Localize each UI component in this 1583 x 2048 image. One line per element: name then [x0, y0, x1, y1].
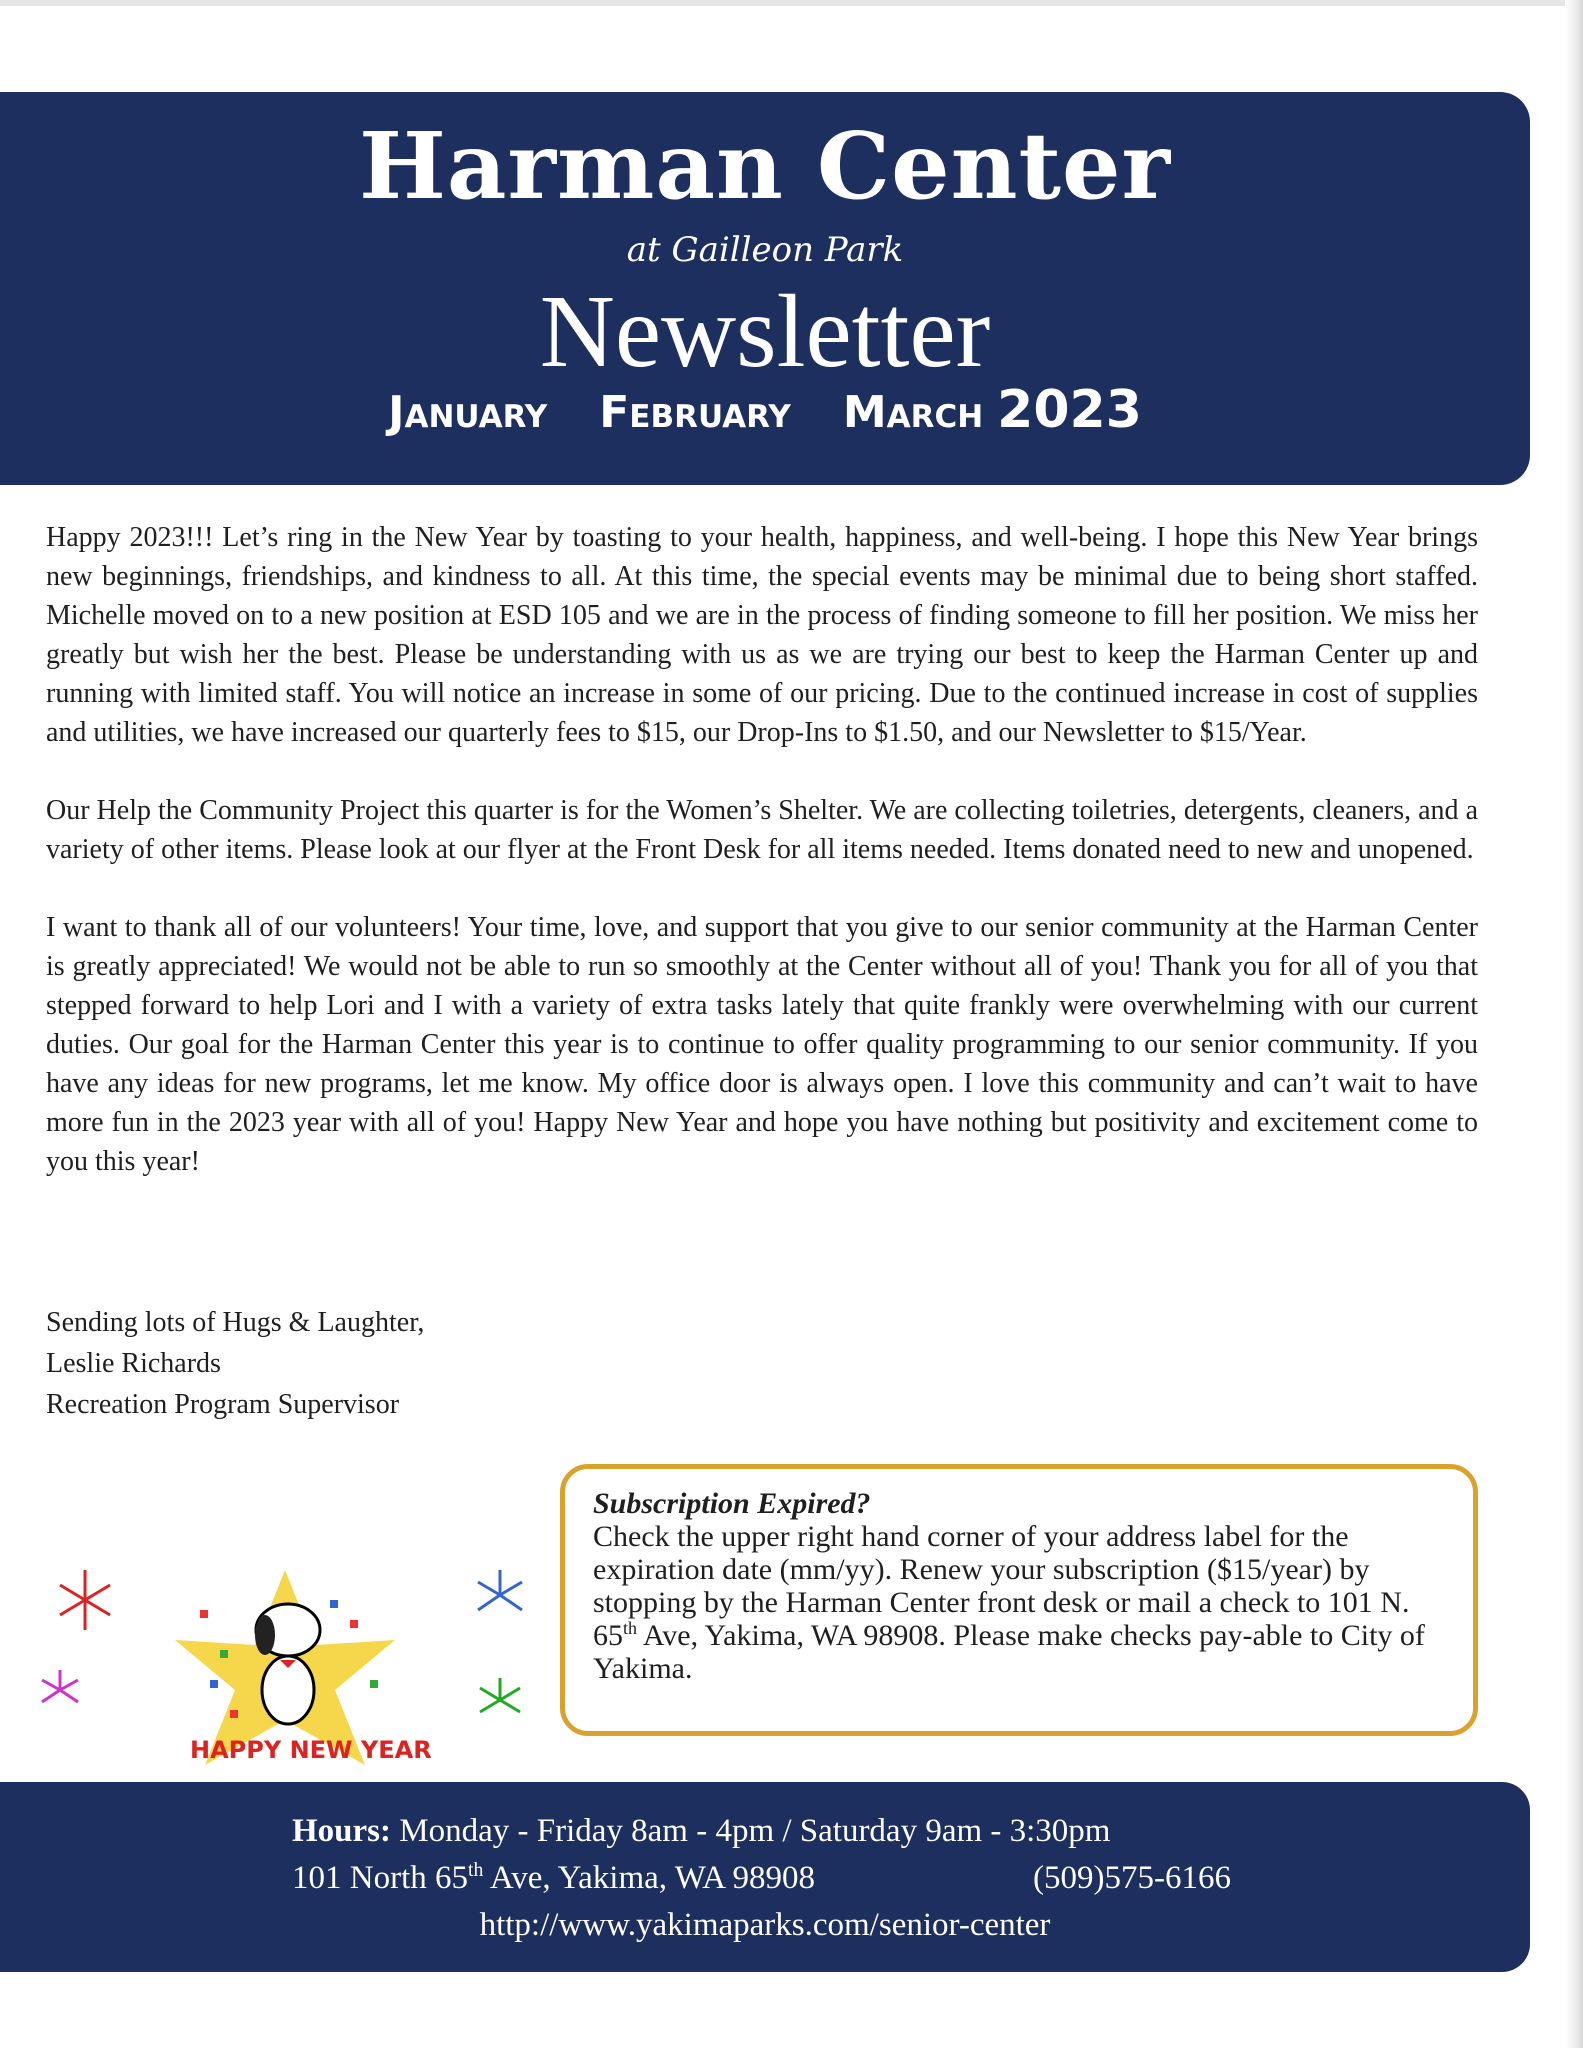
letter-body — [46, 518, 1478, 1220]
letter-paragraph-3: I want to thank all of our volunteers! Your time, love, and support that you give to our senior community at the Harman Center is greatly appreciated! We would not be able to run so smoothly at the Center without all of you! Thank you for all of you that stepped forward to help Lori and I with a variety of extra tasks lately that quite frankly were overwhelming with our current duties. Our goal for the Harman Center this year is to continue to offer quality programming to our senior community. If you have any ideas for new programs, let me know. My office door is always open. I love this community and can’t wait to have more fun in the 2023 year with all of you! Happy New Year and hope you have nothing but positivity and excitement come to you this year! — [46, 912, 1478, 1177]
subscription-text-b: Ave, Yakima, WA 98908. Please make checks pay-able to City of Yakima. — [593, 1619, 1425, 1685]
footer-banner — [0, 1782, 1530, 1972]
issue-months — [0, 380, 1530, 440]
center-title: Harman Center — [358, 112, 1172, 220]
scan-top-edge — [0, 0, 1583, 6]
letter-paragraph-2: Our Help the Community Project this quarter is for the Women’s Shelter. We are collecting toiletries, detergents, cleaners, and a variety of other items. Please look at our flyer at the Front Desk for all items needed. Items donated need to new and unopened. — [46, 795, 1478, 865]
phone-number: (509)575-6166 — [1033, 1860, 1231, 1896]
subscription-sup: th — [623, 1618, 638, 1638]
hours-value: Monday - Friday 8am - 4pm / Saturday 9am - 3:30pm — [391, 1813, 1111, 1849]
address-line — [292, 1855, 815, 1902]
center-subtitle: at Gailleon Park — [626, 230, 904, 270]
scan-right-edge — [1565, 0, 1583, 2048]
fireworks-snoopy-icon — [30, 1560, 540, 1790]
website-link[interactable]: http://www.yakimaparks.com/senior-center — [479, 1907, 1051, 1943]
address-a: 101 North 65 — [292, 1860, 468, 1896]
address-b: Ave, Yakima, WA 98908 — [483, 1860, 815, 1896]
month-february: February — [599, 387, 791, 438]
closing: Sending lots of Hugs & Laughter, — [46, 1307, 425, 1338]
month-january: January — [388, 387, 548, 438]
letter-paragraph-1: Happy 2023!!! Let’s ring in the New Year by toasting to your health, happiness, and well-being. I hope this New Year brings new beginnings, friendships, and kindness to all. At this time, the special events may be minimal due to being short staffed. Michelle moved on to a new position at ESD 105 and we are in the process of finding someone to fill her position. We miss her greatly but wish her the best. Please be understanding with us as we are trying our best to keep the Harman Center up and running with limited staff. You will notice an increase in some of our pricing. Due to the continued increase in cost of supplies and utilities, we have increased our quarterly fees to $15, our Drop-Ins to $1.50, and our Newsletter to $15/Year. — [46, 522, 1478, 748]
subscription-text — [593, 1520, 1445, 1685]
subscription-heading: Subscription Expired? — [593, 1487, 871, 1520]
newsletter-title: Newsletter — [539, 274, 991, 389]
signoff — [46, 1302, 424, 1425]
header-banner — [0, 92, 1530, 485]
subscription-text-a: Check the upper right hand corner of your address label for the expiration date (mm/yy). Renew your subscription ($15/year) by stopping by the Harman Center front desk or mail a check to 101 N. 65 — [593, 1520, 1410, 1652]
issue-year: 2023 — [997, 380, 1142, 440]
address-sup: th — [468, 1859, 484, 1881]
hours-line — [292, 1808, 1110, 1855]
signer-title: Recreation Program Supervisor — [46, 1389, 400, 1420]
art-caption: HAPPY NEW YEAR — [190, 1736, 432, 1764]
subscription-box — [560, 1464, 1478, 1736]
happy-new-year-illustration — [30, 1560, 540, 1790]
hours-label: Hours: — [292, 1813, 391, 1849]
month-march: March — [842, 387, 984, 438]
signer-name: Leslie Richards — [46, 1348, 221, 1379]
